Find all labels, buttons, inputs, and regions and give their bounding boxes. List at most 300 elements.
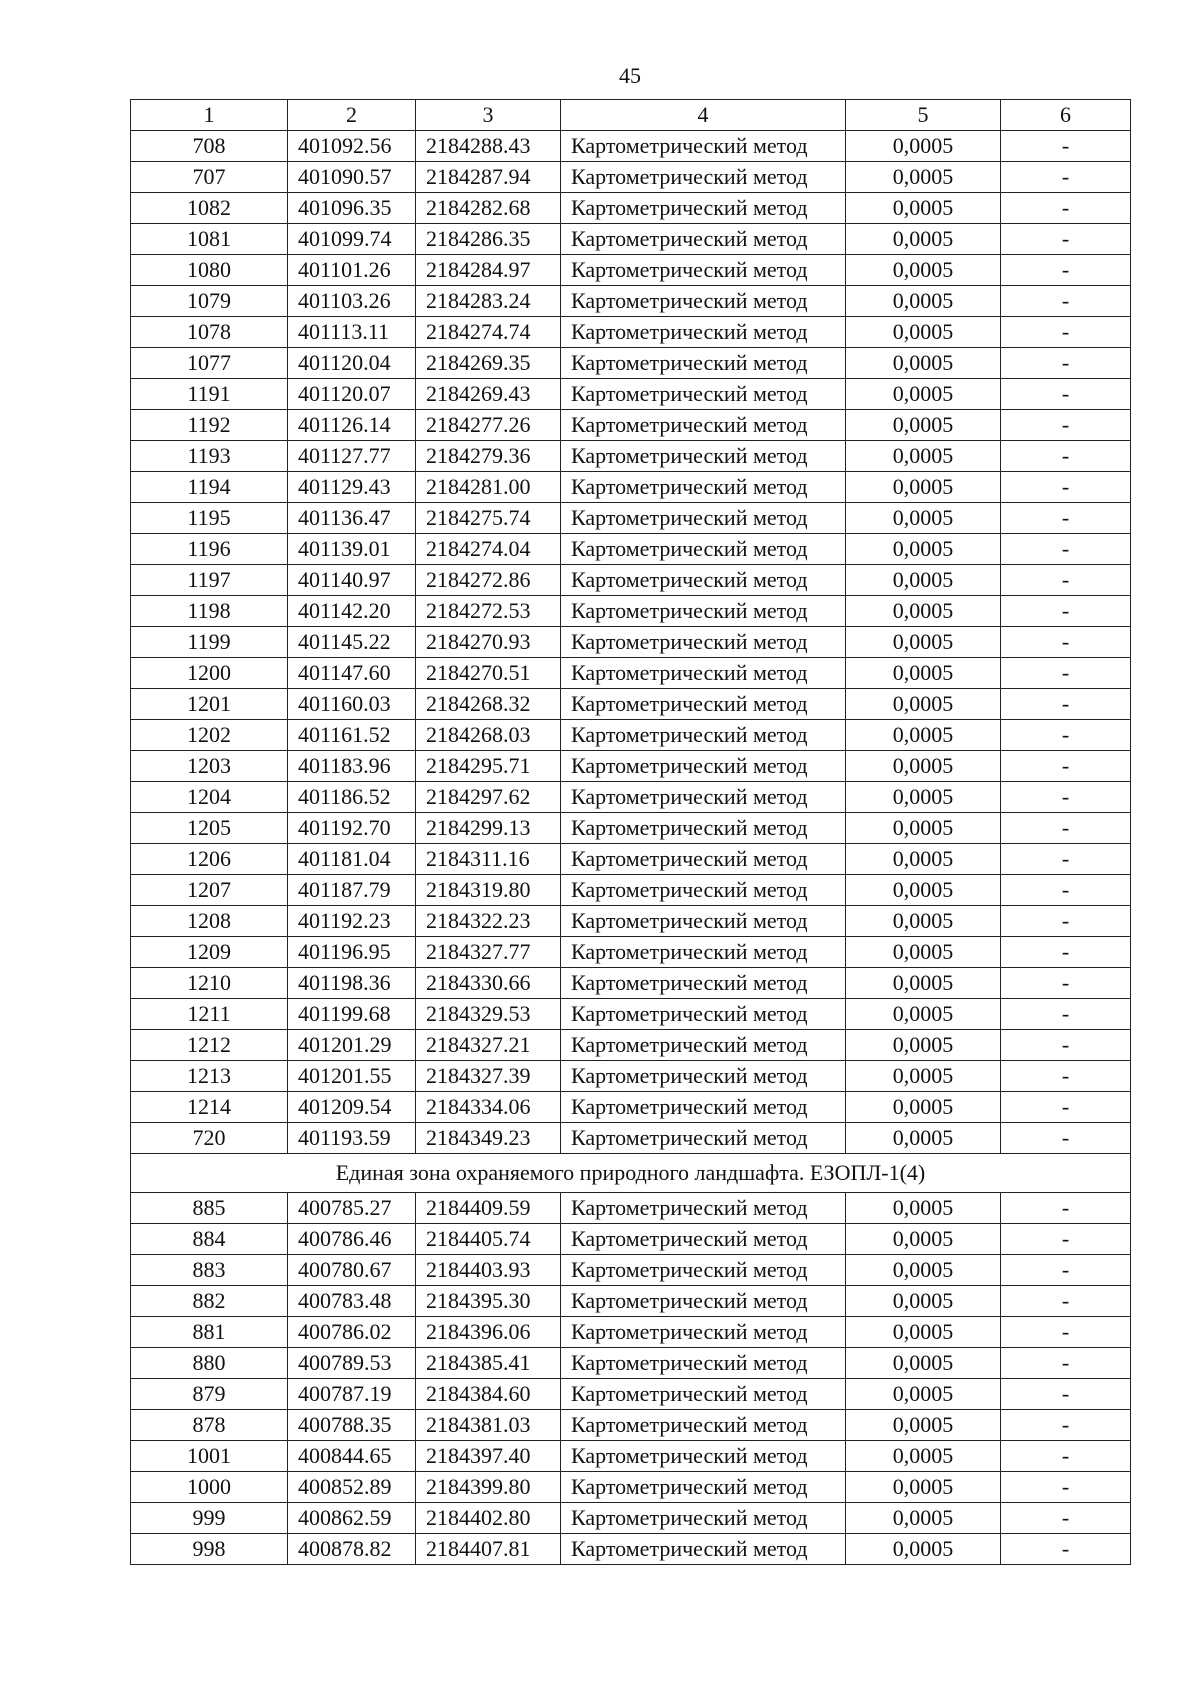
point-number-cell: 1195 (131, 503, 288, 534)
accuracy-cell: 0,0005 (846, 1286, 1001, 1317)
y-coordinate-cell: 2184270.51 (416, 658, 561, 689)
accuracy-cell: 0,0005 (846, 1255, 1001, 1286)
page-number: 45 (619, 63, 641, 88)
header-cell: 1 (131, 100, 288, 131)
table-row (131, 1410, 1131, 1441)
accuracy-cell: 0,0005 (846, 937, 1001, 968)
y-coordinate-cell: 2184384.60 (416, 1379, 561, 1410)
point-number-cell: 1194 (131, 472, 288, 503)
point-number-cell: 707 (131, 162, 288, 193)
note-cell: - (1001, 813, 1131, 844)
y-coordinate-cell: 2184405.74 (416, 1224, 561, 1255)
table-row (131, 720, 1131, 751)
method-cell: Картометрический метод (561, 1193, 846, 1224)
method-cell: Картометрический метод (561, 720, 846, 751)
table-row (131, 255, 1131, 286)
point-number-cell: 1207 (131, 875, 288, 906)
method-cell: Картометрический метод (561, 968, 846, 999)
accuracy-cell: 0,0005 (846, 1092, 1001, 1123)
header-cell: 6 (1001, 100, 1131, 131)
y-coordinate-cell: 2184322.23 (416, 906, 561, 937)
method-cell: Картометрический метод (561, 131, 846, 162)
accuracy-cell: 0,0005 (846, 813, 1001, 844)
note-cell: - (1001, 1092, 1131, 1123)
accuracy-cell: 0,0005 (846, 1534, 1001, 1565)
note-cell: - (1001, 410, 1131, 441)
method-cell: Картометрический метод (561, 782, 846, 813)
table-row (131, 999, 1131, 1030)
y-coordinate-cell: 2184327.77 (416, 937, 561, 968)
note-cell: - (1001, 1472, 1131, 1503)
accuracy-cell: 0,0005 (846, 162, 1001, 193)
note-cell: - (1001, 906, 1131, 937)
x-coordinate-cell: 401193.59 (288, 1123, 416, 1154)
note-cell: - (1001, 317, 1131, 348)
x-coordinate-cell: 400786.02 (288, 1317, 416, 1348)
method-cell: Картометрический метод (561, 1534, 846, 1565)
x-coordinate-cell: 401096.35 (288, 193, 416, 224)
method-cell: Картометрический метод (561, 1348, 846, 1379)
point-number-cell: 1205 (131, 813, 288, 844)
method-cell: Картометрический метод (561, 1092, 846, 1123)
coordinates-table-body (131, 100, 1131, 1565)
method-cell: Картометрический метод (561, 1441, 846, 1472)
table-row (131, 162, 1131, 193)
table-row (131, 441, 1131, 472)
point-number-cell: 1198 (131, 596, 288, 627)
accuracy-cell: 0,0005 (846, 1441, 1001, 1472)
note-cell: - (1001, 472, 1131, 503)
point-number-cell: 1211 (131, 999, 288, 1030)
x-coordinate-cell: 401145.22 (288, 627, 416, 658)
y-coordinate-cell: 2184295.71 (416, 751, 561, 782)
method-cell: Картометрический метод (561, 937, 846, 968)
y-coordinate-cell: 2184281.00 (416, 472, 561, 503)
point-number-cell: 880 (131, 1348, 288, 1379)
method-cell: Картометрический метод (561, 1410, 846, 1441)
note-cell: - (1001, 379, 1131, 410)
method-cell: Картометрический метод (561, 999, 846, 1030)
note-cell: - (1001, 999, 1131, 1030)
point-number-cell: 1212 (131, 1030, 288, 1061)
accuracy-cell: 0,0005 (846, 1317, 1001, 1348)
note-cell: - (1001, 162, 1131, 193)
accuracy-cell: 0,0005 (846, 410, 1001, 441)
table-row (131, 1503, 1131, 1534)
method-cell: Картометрический метод (561, 379, 846, 410)
table-row (131, 1061, 1131, 1092)
note-cell: - (1001, 627, 1131, 658)
y-coordinate-cell: 2184272.53 (416, 596, 561, 627)
note-cell: - (1001, 441, 1131, 472)
x-coordinate-cell: 401192.70 (288, 813, 416, 844)
accuracy-cell: 0,0005 (846, 751, 1001, 782)
section-title: Единая зона охраняемого природного ландшафта. ЕЗОПЛ-1(4) (131, 1154, 1131, 1193)
table-row (131, 1317, 1131, 1348)
table-row (131, 224, 1131, 255)
table-row (131, 906, 1131, 937)
table-row (131, 503, 1131, 534)
x-coordinate-cell: 401140.97 (288, 565, 416, 596)
x-coordinate-cell: 401090.57 (288, 162, 416, 193)
accuracy-cell: 0,0005 (846, 999, 1001, 1030)
note-cell: - (1001, 1255, 1131, 1286)
x-coordinate-cell: 401120.04 (288, 348, 416, 379)
point-number-cell: 1209 (131, 937, 288, 968)
y-coordinate-cell: 2184402.80 (416, 1503, 561, 1534)
x-coordinate-cell: 401099.74 (288, 224, 416, 255)
accuracy-cell: 0,0005 (846, 1379, 1001, 1410)
accuracy-cell: 0,0005 (846, 627, 1001, 658)
x-coordinate-cell: 401147.60 (288, 658, 416, 689)
table-row (131, 658, 1131, 689)
table-row (131, 1123, 1131, 1154)
table-row (131, 596, 1131, 627)
table-row (131, 193, 1131, 224)
method-cell: Картометрический метод (561, 193, 846, 224)
y-coordinate-cell: 2184327.21 (416, 1030, 561, 1061)
note-cell: - (1001, 968, 1131, 999)
y-coordinate-cell: 2184407.81 (416, 1534, 561, 1565)
accuracy-cell: 0,0005 (846, 317, 1001, 348)
y-coordinate-cell: 2184395.30 (416, 1286, 561, 1317)
point-number-cell: 882 (131, 1286, 288, 1317)
note-cell: - (1001, 565, 1131, 596)
note-cell: - (1001, 751, 1131, 782)
y-coordinate-cell: 2184275.74 (416, 503, 561, 534)
x-coordinate-cell: 400844.65 (288, 1441, 416, 1472)
y-coordinate-cell: 2184274.04 (416, 534, 561, 565)
note-cell: - (1001, 875, 1131, 906)
note-cell: - (1001, 1123, 1131, 1154)
y-coordinate-cell: 2184327.39 (416, 1061, 561, 1092)
note-cell: - (1001, 1193, 1131, 1224)
header-cell: 3 (416, 100, 561, 131)
method-cell: Картометрический метод (561, 813, 846, 844)
x-coordinate-cell: 401101.26 (288, 255, 416, 286)
note-cell: - (1001, 503, 1131, 534)
note-cell: - (1001, 1503, 1131, 1534)
header-row (131, 100, 1131, 131)
accuracy-cell: 0,0005 (846, 1193, 1001, 1224)
accuracy-cell: 0,0005 (846, 441, 1001, 472)
method-cell: Картометрический метод (561, 1286, 846, 1317)
table-row (131, 1441, 1131, 1472)
table-row (131, 751, 1131, 782)
point-number-cell: 1080 (131, 255, 288, 286)
method-cell: Картометрический метод (561, 1472, 846, 1503)
x-coordinate-cell: 400789.53 (288, 1348, 416, 1379)
table-row (131, 875, 1131, 906)
y-coordinate-cell: 2184334.06 (416, 1092, 561, 1123)
method-cell: Картометрический метод (561, 1503, 846, 1534)
note-cell: - (1001, 596, 1131, 627)
x-coordinate-cell: 401192.23 (288, 906, 416, 937)
accuracy-cell: 0,0005 (846, 131, 1001, 162)
note-cell: - (1001, 658, 1131, 689)
point-number-cell: 720 (131, 1123, 288, 1154)
table-row (131, 1534, 1131, 1565)
method-cell: Картометрический метод (561, 348, 846, 379)
x-coordinate-cell: 400788.35 (288, 1410, 416, 1441)
table-row (131, 844, 1131, 875)
table-row (131, 410, 1131, 441)
accuracy-cell: 0,0005 (846, 844, 1001, 875)
y-coordinate-cell: 2184286.35 (416, 224, 561, 255)
table-row (131, 782, 1131, 813)
method-cell: Картометрический метод (561, 317, 846, 348)
x-coordinate-cell: 401199.68 (288, 999, 416, 1030)
y-coordinate-cell: 2184409.59 (416, 1193, 561, 1224)
method-cell: Картометрический метод (561, 472, 846, 503)
coordinates-table (130, 99, 1131, 1565)
y-coordinate-cell: 2184268.32 (416, 689, 561, 720)
y-coordinate-cell: 2184270.93 (416, 627, 561, 658)
x-coordinate-cell: 401136.47 (288, 503, 416, 534)
note-cell: - (1001, 689, 1131, 720)
method-cell: Картометрический метод (561, 906, 846, 937)
point-number-cell: 999 (131, 1503, 288, 1534)
method-cell: Картометрический метод (561, 751, 846, 782)
accuracy-cell: 0,0005 (846, 1503, 1001, 1534)
table-row (131, 1379, 1131, 1410)
point-number-cell: 1196 (131, 534, 288, 565)
point-number-cell: 1214 (131, 1092, 288, 1123)
y-coordinate-cell: 2184311.16 (416, 844, 561, 875)
y-coordinate-cell: 2184319.80 (416, 875, 561, 906)
note-cell: - (1001, 1441, 1131, 1472)
point-number-cell: 883 (131, 1255, 288, 1286)
point-number-cell: 1208 (131, 906, 288, 937)
method-cell: Картометрический метод (561, 224, 846, 255)
point-number-cell: 1079 (131, 286, 288, 317)
x-coordinate-cell: 400783.48 (288, 1286, 416, 1317)
method-cell: Картометрический метод (561, 1317, 846, 1348)
note-cell: - (1001, 937, 1131, 968)
note-cell: - (1001, 348, 1131, 379)
table-row (131, 472, 1131, 503)
header-cell: 4 (561, 100, 846, 131)
accuracy-cell: 0,0005 (846, 193, 1001, 224)
table-row (131, 379, 1131, 410)
table-row (131, 1348, 1131, 1379)
accuracy-cell: 0,0005 (846, 875, 1001, 906)
accuracy-cell: 0,0005 (846, 1030, 1001, 1061)
note-cell: - (1001, 1317, 1131, 1348)
header-cell: 5 (846, 100, 1001, 131)
x-coordinate-cell: 401209.54 (288, 1092, 416, 1123)
table-row (131, 1224, 1131, 1255)
method-cell: Картометрический метод (561, 565, 846, 596)
x-coordinate-cell: 401183.96 (288, 751, 416, 782)
x-coordinate-cell: 400786.46 (288, 1224, 416, 1255)
point-number-cell: 1199 (131, 627, 288, 658)
y-coordinate-cell: 2184269.43 (416, 379, 561, 410)
accuracy-cell: 0,0005 (846, 1061, 1001, 1092)
point-number-cell: 1200 (131, 658, 288, 689)
point-number-cell: 884 (131, 1224, 288, 1255)
accuracy-cell: 0,0005 (846, 286, 1001, 317)
method-cell: Картометрический метод (561, 1030, 846, 1061)
point-number-cell: 1078 (131, 317, 288, 348)
table-row (131, 565, 1131, 596)
point-number-cell: 1081 (131, 224, 288, 255)
method-cell: Картометрический метод (561, 1123, 846, 1154)
y-coordinate-cell: 2184269.35 (416, 348, 561, 379)
y-coordinate-cell: 2184329.53 (416, 999, 561, 1030)
section-row (131, 1154, 1131, 1193)
y-coordinate-cell: 2184277.26 (416, 410, 561, 441)
accuracy-cell: 0,0005 (846, 1123, 1001, 1154)
method-cell: Картометрический метод (561, 689, 846, 720)
method-cell: Картометрический метод (561, 441, 846, 472)
table-row (131, 131, 1131, 162)
method-cell: Картометрический метод (561, 875, 846, 906)
table-row (131, 1255, 1131, 1286)
method-cell: Картометрический метод (561, 1061, 846, 1092)
point-number-cell: 879 (131, 1379, 288, 1410)
point-number-cell: 1202 (131, 720, 288, 751)
table-row (131, 1286, 1131, 1317)
note-cell: - (1001, 1061, 1131, 1092)
table-row (131, 689, 1131, 720)
point-number-cell: 1192 (131, 410, 288, 441)
table-row (131, 286, 1131, 317)
table-row (131, 1030, 1131, 1061)
note-cell: - (1001, 720, 1131, 751)
accuracy-cell: 0,0005 (846, 1410, 1001, 1441)
note-cell: - (1001, 1379, 1131, 1410)
point-number-cell: 1197 (131, 565, 288, 596)
header-cell: 2 (288, 100, 416, 131)
point-number-cell: 1082 (131, 193, 288, 224)
point-number-cell: 1000 (131, 1472, 288, 1503)
accuracy-cell: 0,0005 (846, 658, 1001, 689)
accuracy-cell: 0,0005 (846, 255, 1001, 286)
point-number-cell: 1206 (131, 844, 288, 875)
accuracy-cell: 0,0005 (846, 348, 1001, 379)
table-row (131, 937, 1131, 968)
method-cell: Картометрический метод (561, 658, 846, 689)
point-number-cell: 878 (131, 1410, 288, 1441)
x-coordinate-cell: 401181.04 (288, 844, 416, 875)
table-row (131, 1092, 1131, 1123)
y-coordinate-cell: 2184272.86 (416, 565, 561, 596)
note-cell: - (1001, 286, 1131, 317)
y-coordinate-cell: 2184287.94 (416, 162, 561, 193)
x-coordinate-cell: 400785.27 (288, 1193, 416, 1224)
y-coordinate-cell: 2184274.74 (416, 317, 561, 348)
y-coordinate-cell: 2184349.23 (416, 1123, 561, 1154)
note-cell: - (1001, 193, 1131, 224)
table-row (131, 534, 1131, 565)
table-row (131, 968, 1131, 999)
note-cell: - (1001, 1224, 1131, 1255)
point-number-cell: 1201 (131, 689, 288, 720)
method-cell: Картометрический метод (561, 596, 846, 627)
table-row (131, 627, 1131, 658)
x-coordinate-cell: 401186.52 (288, 782, 416, 813)
y-coordinate-cell: 2184381.03 (416, 1410, 561, 1441)
y-coordinate-cell: 2184397.40 (416, 1441, 561, 1472)
x-coordinate-cell: 400780.67 (288, 1255, 416, 1286)
x-coordinate-cell: 400862.59 (288, 1503, 416, 1534)
x-coordinate-cell: 400878.82 (288, 1534, 416, 1565)
accuracy-cell: 0,0005 (846, 720, 1001, 751)
x-coordinate-cell: 401161.52 (288, 720, 416, 751)
x-coordinate-cell: 400852.89 (288, 1472, 416, 1503)
accuracy-cell: 0,0005 (846, 503, 1001, 534)
accuracy-cell: 0,0005 (846, 1472, 1001, 1503)
note-cell: - (1001, 844, 1131, 875)
y-coordinate-cell: 2184396.06 (416, 1317, 561, 1348)
y-coordinate-cell: 2184279.36 (416, 441, 561, 472)
accuracy-cell: 0,0005 (846, 565, 1001, 596)
point-number-cell: 1210 (131, 968, 288, 999)
x-coordinate-cell: 401113.11 (288, 317, 416, 348)
accuracy-cell: 0,0005 (846, 906, 1001, 937)
table-row (131, 813, 1131, 844)
note-cell: - (1001, 1348, 1131, 1379)
method-cell: Картометрический метод (561, 1255, 846, 1286)
point-number-cell: 1077 (131, 348, 288, 379)
x-coordinate-cell: 401129.43 (288, 472, 416, 503)
x-coordinate-cell: 401139.01 (288, 534, 416, 565)
table-row (131, 348, 1131, 379)
note-cell: - (1001, 1286, 1131, 1317)
point-number-cell: 1191 (131, 379, 288, 410)
x-coordinate-cell: 401127.77 (288, 441, 416, 472)
note-cell: - (1001, 1030, 1131, 1061)
accuracy-cell: 0,0005 (846, 782, 1001, 813)
point-number-cell: 998 (131, 1534, 288, 1565)
method-cell: Картометрический метод (561, 255, 846, 286)
note-cell: - (1001, 782, 1131, 813)
note-cell: - (1001, 255, 1131, 286)
note-cell: - (1001, 534, 1131, 565)
x-coordinate-cell: 401160.03 (288, 689, 416, 720)
method-cell: Картометрический метод (561, 503, 846, 534)
accuracy-cell: 0,0005 (846, 1348, 1001, 1379)
y-coordinate-cell: 2184330.66 (416, 968, 561, 999)
y-coordinate-cell: 2184283.24 (416, 286, 561, 317)
x-coordinate-cell: 401092.56 (288, 131, 416, 162)
point-number-cell: 881 (131, 1317, 288, 1348)
y-coordinate-cell: 2184385.41 (416, 1348, 561, 1379)
point-number-cell: 1204 (131, 782, 288, 813)
table-row (131, 1193, 1131, 1224)
point-number-cell: 885 (131, 1193, 288, 1224)
y-coordinate-cell: 2184268.03 (416, 720, 561, 751)
method-cell: Картометрический метод (561, 410, 846, 441)
accuracy-cell: 0,0005 (846, 379, 1001, 410)
accuracy-cell: 0,0005 (846, 472, 1001, 503)
x-coordinate-cell: 401187.79 (288, 875, 416, 906)
accuracy-cell: 0,0005 (846, 224, 1001, 255)
point-number-cell: 1213 (131, 1061, 288, 1092)
note-cell: - (1001, 1410, 1131, 1441)
method-cell: Картометрический метод (561, 534, 846, 565)
method-cell: Картометрический метод (561, 1224, 846, 1255)
accuracy-cell: 0,0005 (846, 689, 1001, 720)
x-coordinate-cell: 401142.20 (288, 596, 416, 627)
table-row (131, 317, 1131, 348)
y-coordinate-cell: 2184282.68 (416, 193, 561, 224)
note-cell: - (1001, 224, 1131, 255)
note-cell: - (1001, 1534, 1131, 1565)
x-coordinate-cell: 401120.07 (288, 379, 416, 410)
accuracy-cell: 0,0005 (846, 1224, 1001, 1255)
